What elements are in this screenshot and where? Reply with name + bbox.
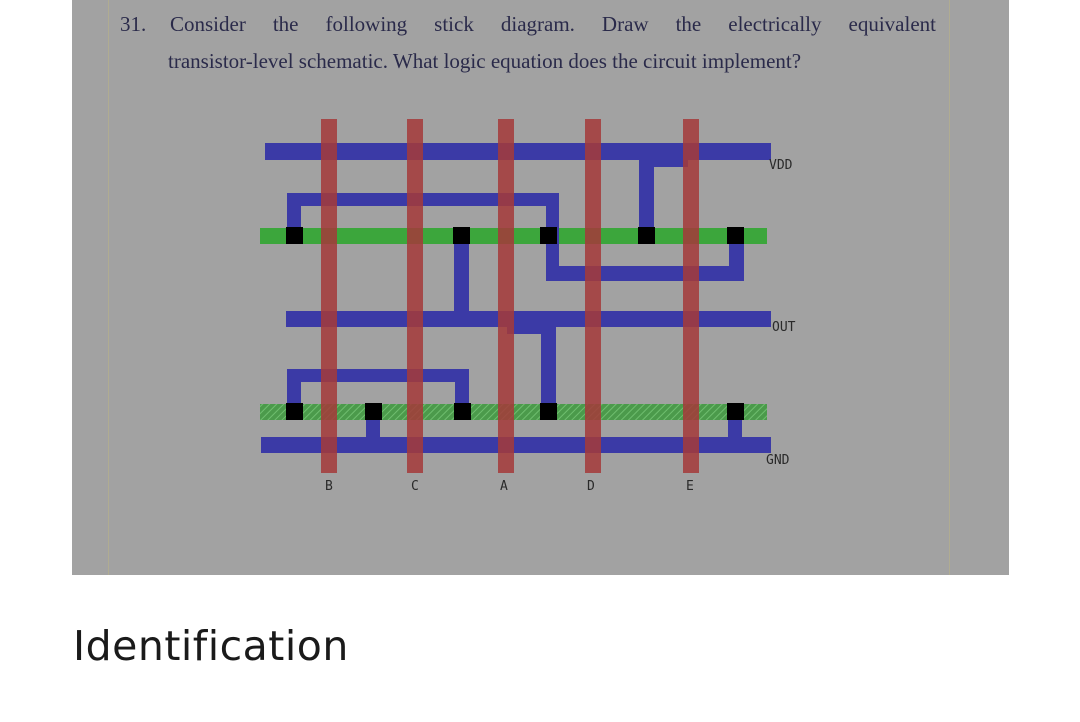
metal-wire	[287, 369, 469, 382]
gate-label-d: D	[587, 479, 595, 494]
contact	[453, 227, 470, 244]
contact	[286, 227, 303, 244]
poly-gate-a	[498, 119, 514, 473]
question-text-line-1: Consider the following stick diagram. Draw the electrically equivalent	[170, 12, 936, 36]
metal-wire	[454, 235, 469, 321]
metal-wire	[507, 320, 556, 334]
out-label: OUT	[772, 320, 796, 335]
contact	[540, 403, 557, 420]
poly-gate-c	[407, 119, 423, 473]
poly-gate-b	[321, 119, 337, 473]
contact	[454, 403, 471, 420]
question-number: 31.	[120, 12, 147, 36]
poly-gate-d	[585, 119, 601, 473]
gate-label-c: C	[411, 479, 419, 494]
section-heading: Identification	[73, 622, 349, 670]
vdd-label: VDD	[769, 158, 793, 173]
contact	[727, 227, 744, 244]
question-text-line-2: transistor-level schematic. What logic equation does the circuit implement?	[168, 49, 802, 73]
metal-wire	[639, 153, 688, 167]
gate-label-e: E	[686, 479, 694, 494]
contact	[365, 403, 382, 420]
metal-wire	[541, 320, 556, 414]
contact	[286, 403, 303, 420]
stick-diagram	[72, 0, 1009, 575]
gnd-label: GND	[766, 453, 790, 468]
gate-label-a: A	[500, 479, 508, 494]
metal-wire	[546, 266, 744, 281]
poly-gate-e	[683, 119, 699, 473]
question-panel	[72, 0, 1009, 575]
contact	[727, 403, 744, 420]
gate-label-b: B	[325, 479, 333, 494]
contact	[540, 227, 557, 244]
contact	[638, 227, 655, 244]
